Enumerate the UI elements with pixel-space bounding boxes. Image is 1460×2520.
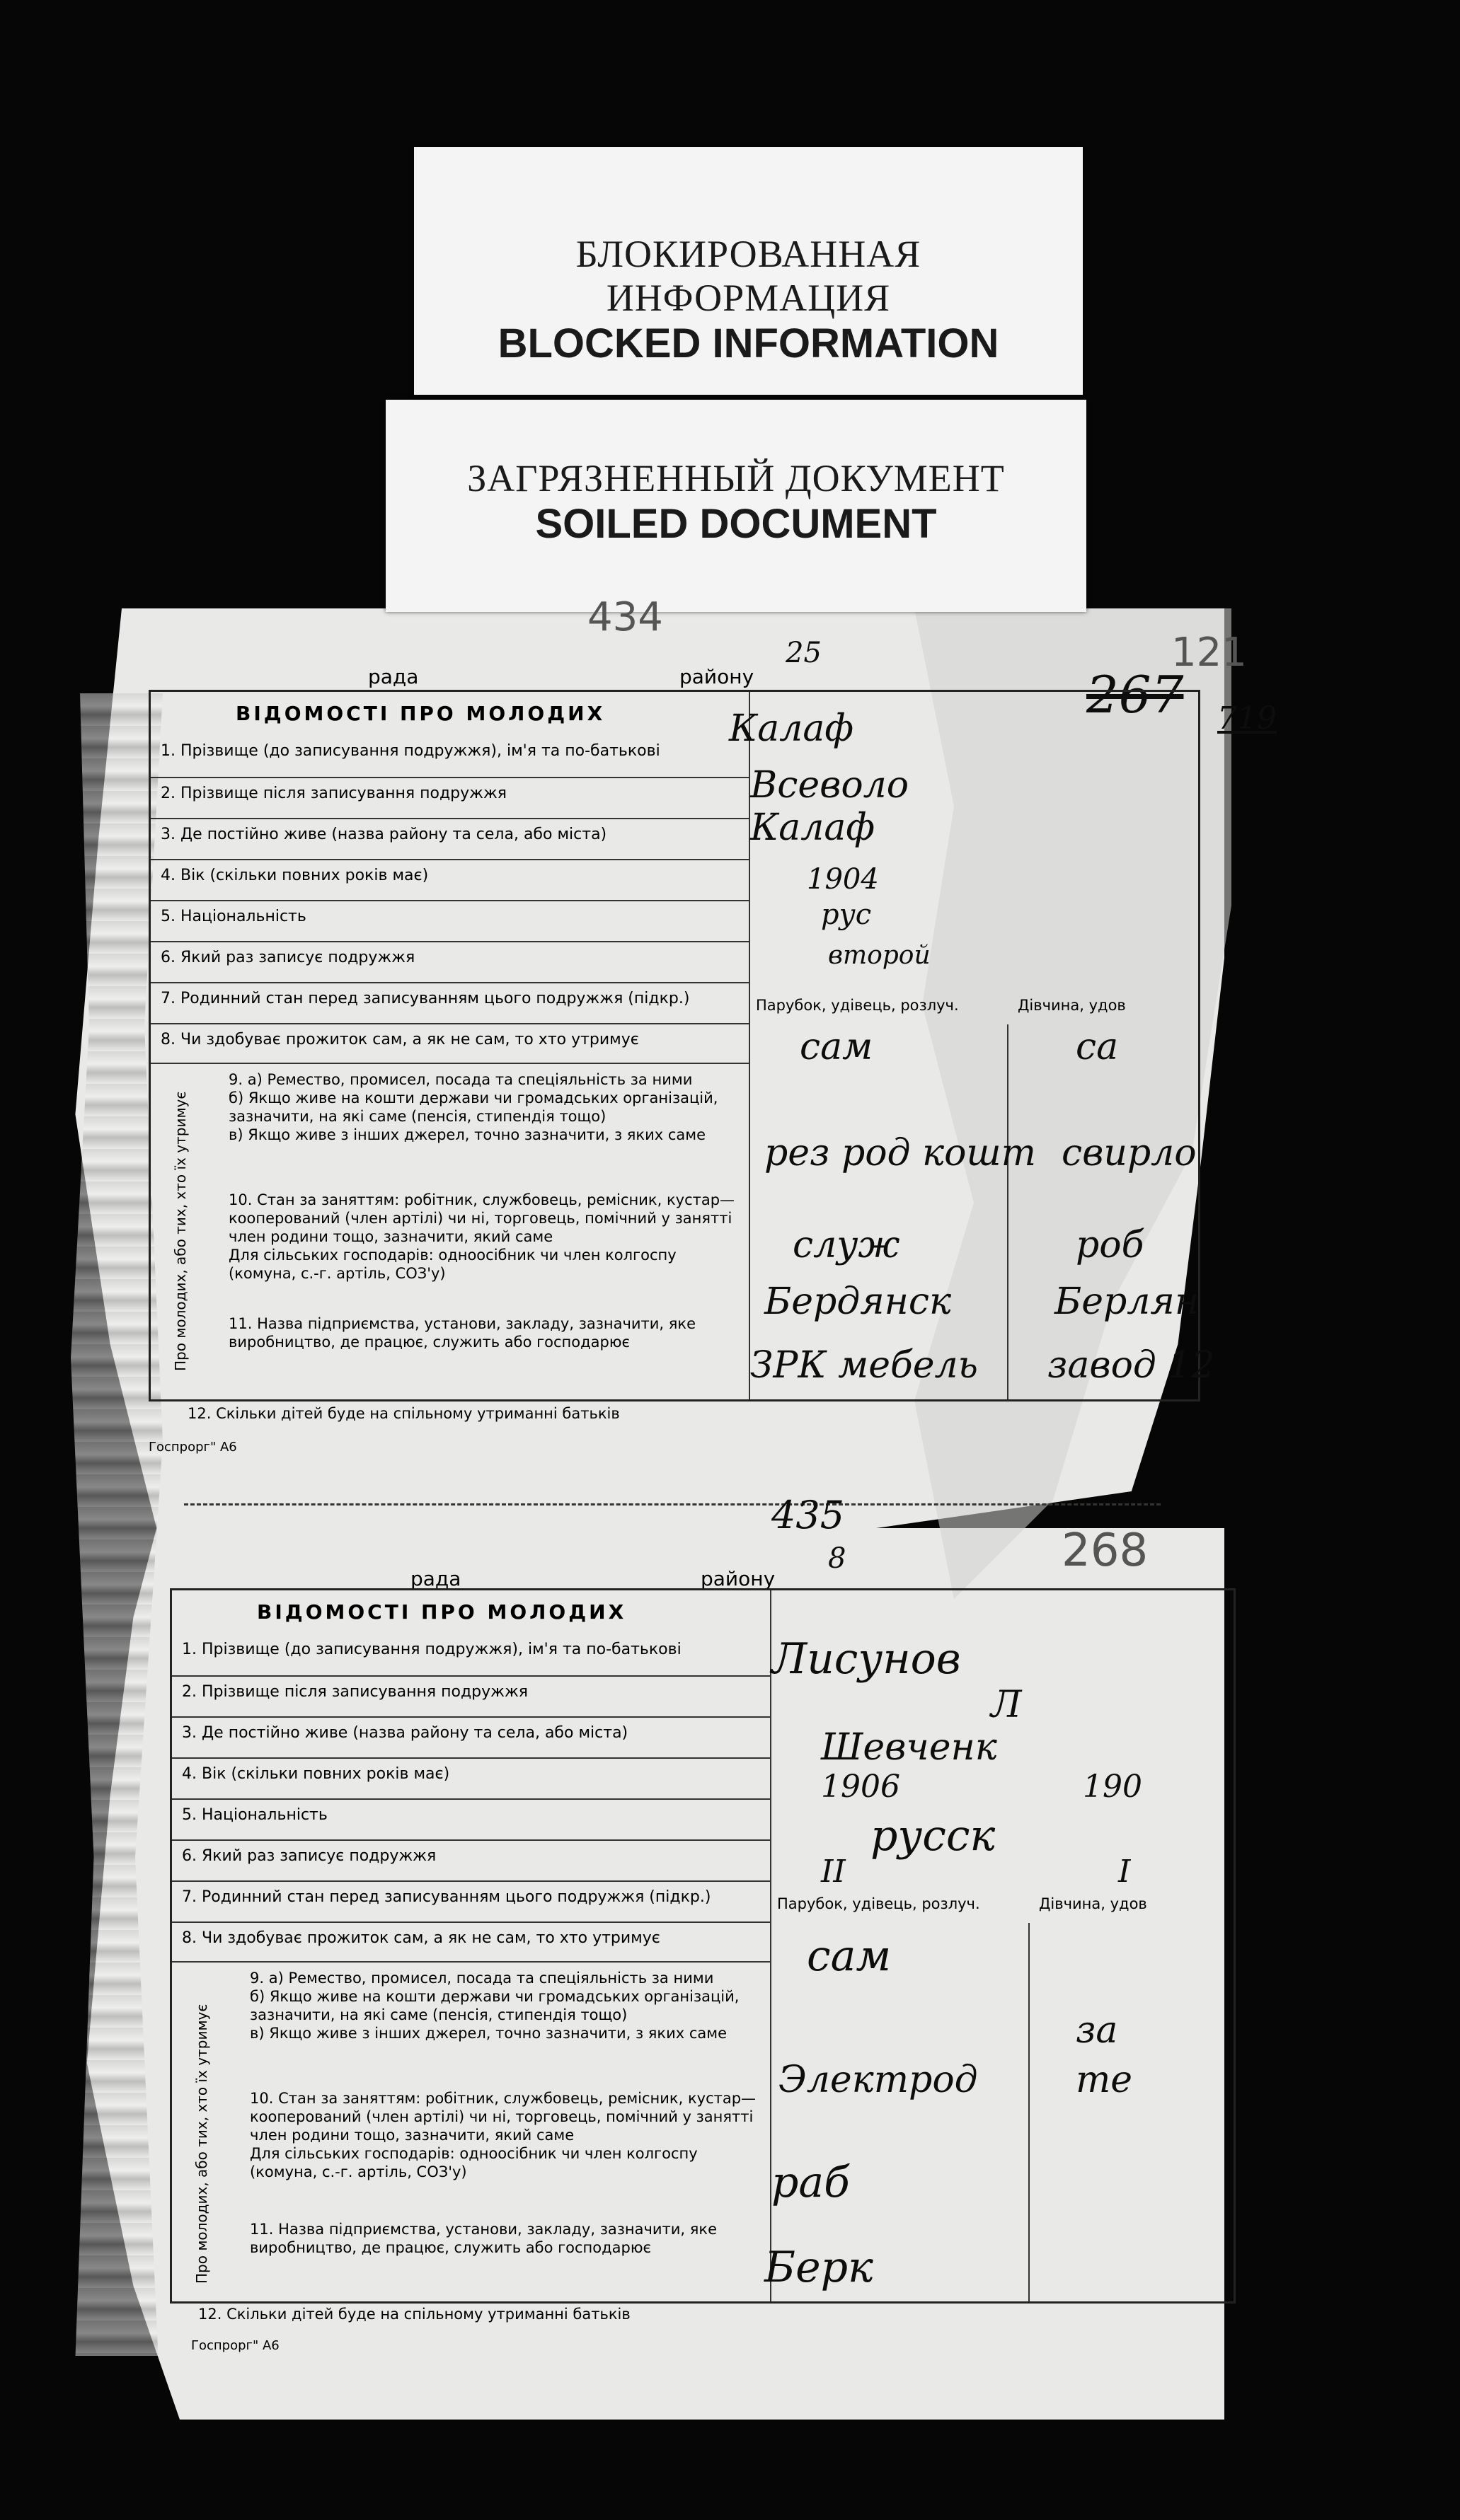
row-7-top [151,982,749,1024]
col-divider-bottom-2 [1028,1923,1030,2301]
soiled-ru-line: ЗАГРЯЗНЕННЫЙ ДОКУМЕНТ [467,457,1005,499]
vertical-label-bottom: Про молодих, або тих, хто їх утримує [193,2004,210,2284]
hw-groom-surname-after-bottom: Л [991,1684,1022,1726]
row-10-label-bottom: 10. Стан за заняттям: робітник, службовець, ремісник, кустар—кооперований (член артілі) чи ні, торговець, помічний у занятті член родини тощо, зазначити, який саме Для сільських господарів: одноосібник чи член колгоспу (комуна, с.-г. артіль, СОЗ'у) [250,2090,757,2180]
form-table-bottom [170,1588,1236,2304]
row-1-label: 1. Прізвище (до записування подружжя), ім'я та по-батькові [182,1641,682,1658]
section-title-top: ВІДОМОСТІ ПРО МОЛОДИХ [236,702,606,725]
hw-groom-name-top: Всеволо [750,764,909,807]
hw-groom-times-bottom: II [821,1854,846,1890]
hw-groom-surname-top: Калаф [729,707,854,750]
rada-label-bottom: рада [410,1567,461,1590]
row-4-bottom [172,1757,770,1800]
row-1-top [151,734,749,778]
hw-bride-occupation-bottom: за [1076,2009,1118,2052]
row-4-top [151,859,749,901]
row-7-bride-options-bottom: Дівчина, удов [1039,1895,1147,1912]
old-number-struck: 267 [1086,665,1184,724]
raionu-label-bottom: району [701,1567,776,1590]
soiled-document-card [386,400,1086,612]
blocked-information-card [414,147,1083,395]
row-6-label: 6. Який раз записує подружжя [161,949,415,966]
row-6-bottom [172,1839,770,1882]
hw-times-top: второй [828,941,931,970]
hw-bride-place-top: Берлян [1054,1281,1200,1323]
footer-print-bottom: Госпрорг" А6 [191,2338,280,2353]
row-11-label-bottom: 11. Назва підприємства, установи, закладу, зазначити, яке виробництво, де працює, служить або господарює [250,2221,718,2256]
hw-groom-nationality-bottom: русск [870,1811,996,1861]
hw-groom-place-bottom: Берк [764,2243,873,2292]
row-5-label: 5. Національність [161,908,306,925]
hw-groom-income-bottom: сам [807,1931,892,1981]
form-table-top [149,690,1200,1401]
hw-groom-status-bottom: раб [771,2158,850,2207]
hw-bride-income-top: са [1076,1026,1119,1068]
hw-groom-surname-after-top: Калаф [750,807,875,849]
archive-number-bottom: 435 [771,1493,845,1537]
row-2-label: 2. Прізвище після записування подружжя [182,1683,529,1701]
row-5-top [151,900,749,942]
rada-label-top: рада [368,665,419,688]
old-number-pencil-bottom: 268 [1062,1525,1149,1577]
row-8-label: 8. Чи здобуває прожиток сам, а як не сам, то хто утримує [182,1929,660,1947]
row-7-bride-options: Дівчина, удов [1018,997,1126,1014]
hw-groom-residence-bottom: Шевченк [821,1726,997,1769]
hw-bride-birth-year-bottom: 190 [1083,1769,1142,1805]
row-1-label: 1. Прізвище (до записування подружжя), ім'я та по-батькові [161,742,660,760]
hw-bride-status-top: роб [1076,1224,1144,1266]
date-fragment-top: 25 [786,637,822,669]
row-2-label: 2. Прізвище після записування подружжя [161,785,507,802]
new-number: 719 [1217,700,1277,736]
row-2-top [151,777,749,819]
row-11-label-top: 11. Назва підприємства, установи, закладу, зазначити, яке виробництво, де працює, служить або господарює [229,1315,696,1351]
vertical-label-top: Про молодих, або тих, хто їх утримує [172,1091,189,1371]
date-fragment-bottom: 8 [828,1542,846,1575]
hw-groom-income-top: сам [800,1026,873,1068]
hw-groom-nationality-top: рус [821,898,872,931]
row-9-label-top: 9. а) Ремество, промисел, посада та спеціяльність за ними б) Якщо живе на кошти держави чи громадських організацій, зазначити, на які саме (пенсія, стипендія тощо) в) Якщо живе з інших джерел, точно зазначити, з яких саме [229,1071,718,1143]
row-3-label: 3. Де постійно живе (назва району та села, або міста) [161,826,607,843]
blocked-en-line: BLOCKED INFORMATION [498,320,999,366]
row-7-label: 7. Родинний стан перед записуванням цього подружжя (підкр.) [182,1888,711,1906]
row-1-bottom [172,1633,770,1677]
row-7-bottom [172,1880,770,1923]
hw-bride-occupation-top: свирло [1062,1132,1197,1174]
row-4-label: 4. Вік (скільки повних років має) [161,867,429,884]
row-3-bottom [172,1716,770,1759]
col-divider-top-2 [1007,1024,1008,1399]
row-7-label: 7. Родинний стан перед записуванням цього подружжя (підкр.) [161,990,690,1007]
row-5-bottom [172,1798,770,1841]
cut-line [184,1503,1161,1505]
raionu-label-top: району [679,665,754,688]
soiled-en-line: SOILED DOCUMENT [535,501,937,547]
row-8-bottom [172,1921,770,1963]
row-7-groom-options-bottom: Парубок, удівець, розлуч. [777,1895,980,1912]
row-4-label: 4. Вік (скільки повних років має) [182,1765,450,1783]
section-title-bottom: ВІДОМОСТІ ПРО МОЛОДИХ [257,1600,627,1624]
row-3-label: 3. Де постійно живе (назва району та села, або міста) [182,1724,628,1742]
row-12-label-top: 12. Скільки дітей буде на спільному утриманні батьків [188,1405,620,1422]
hw-groom-birth-year-top: 1904 [807,863,879,896]
hw-groom-surname-bottom: Лисунов [771,1634,961,1684]
hw-groom-place-top: Бердянск [764,1281,952,1323]
blocked-ru-line-1: БЛОКИРОВАННАЯ [575,233,921,275]
row-10-label-top: 10. Стан за заняттям: робітник, службовець, ремісник, кустар—кооперований (член артілі) чи ні, торговець, помічний у занятті член родини тощо, зазначити, який саме Для сільських господарів: одноосібник чи член колгоспу (комуна, с.-г. артіль, СОЗ'у) [229,1191,735,1282]
row-9-label-bottom: 9. а) Ремество, промисел, посада та спеціяльність за ними б) Якщо живе на кошти держави чи громадських організацій, зазначити, на які саме (пенсія, стипендія тощо) в) Якщо живе з інших джерел, точно зазначити, з яких саме [250,1970,740,2042]
hw-bride-occupation-2-bottom: те [1076,2059,1133,2101]
hw-groom-birth-year-bottom: 1906 [821,1769,900,1805]
blocked-ru-line-2: ИНФОРМАЦИЯ [606,277,891,319]
row-6-label: 6. Який раз записує подружжя [182,1847,437,1865]
row-6-top [151,941,749,983]
row-8-top [151,1023,749,1064]
hw-groom-occupation-top: рез род кошт [764,1132,1036,1174]
row-2-bottom [172,1675,770,1718]
row-12-label-bottom: 12. Скільки дітей буде на спільному утриманні батьків [198,2306,631,2323]
row-7-groom-options: Парубок, удівець, розлуч. [756,997,959,1014]
hw-groom-workplace-top: ЗРК мебель [750,1344,978,1387]
hw-bride-workplace-top: завод 12 [1047,1344,1215,1387]
footer-print-top: Госпрорг" А6 [149,1440,237,1455]
page-number-pencil: 121 [1171,630,1247,676]
hw-groom-status-top: служ [793,1224,900,1266]
archive-number-top: 434 [587,594,663,640]
hw-bride-times-bottom: I [1118,1854,1131,1890]
row-3-top [151,818,749,860]
row-8-label: 8. Чи здобуває прожиток сам, а як не сам, то хто утримує [161,1031,639,1048]
hw-groom-occupation-bottom: Электрод [778,2059,978,2101]
row-5-label: 5. Національність [182,1806,328,1824]
